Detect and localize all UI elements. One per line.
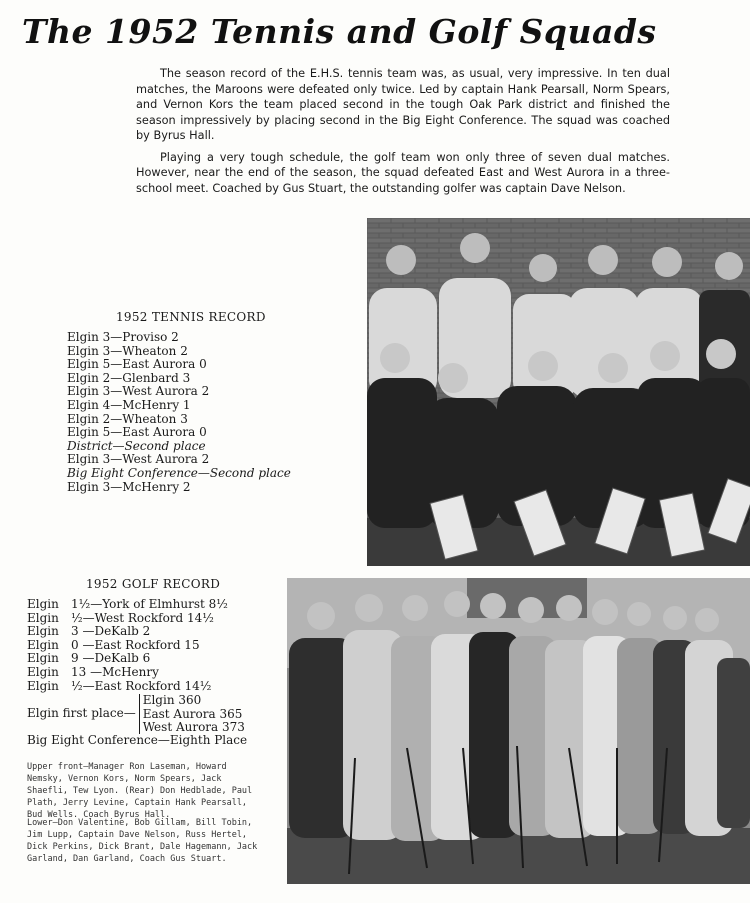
tennis-photo-caption: Upper front—Manager Ron Laseman, Howard Nemsky, Vernon Kors, Norm Spears, Jack Shaefli, Tew Lyon. (Rear) Don Hedblade, Paul Plath, Jerry Levine, Captain Hank Pearsall, Bud Wells. Coach Byrus Hall. xyxy=(27,762,253,820)
golf-result: ½—East Rockford 14½ xyxy=(71,678,212,693)
tennis-record-item: Elgin 3—West Aurora 2 xyxy=(67,452,210,467)
tennis-record-list xyxy=(67,331,367,494)
golf-first-place-scores xyxy=(139,694,245,734)
golf-conference-result: Big Eight Conference—Eighth Place xyxy=(27,733,248,748)
tennis-team-photo xyxy=(367,218,750,566)
intro-paragraph-golf: Playing a very tough schedule, the golf team won only three of seven dual matches. However, near the end of the season, the squad defeated East and West Aurora in a three-school meet. Coached by Gus Stuart, the outstanding golfer was captain Dave Nelson. xyxy=(136,150,670,195)
golf-score: East Aurora 365 xyxy=(142,706,243,721)
golf-team: Elgin xyxy=(27,637,59,652)
golf-result: 1½—York of Elmhurst 8½ xyxy=(71,597,228,611)
tennis-record-item: Elgin 3—Wheaton 2 xyxy=(67,343,188,358)
golf-record-heading: 1952 GOLF RECORD xyxy=(86,577,221,591)
golf-team: Elgin xyxy=(27,597,59,611)
tennis-record-item: Elgin 3—West Aurora 2 xyxy=(67,384,210,399)
tennis-record-item: Big Eight Conference—Second place xyxy=(67,465,291,480)
page-title: The 1952 Tennis and Golf Squads xyxy=(22,12,657,51)
golf-record-item xyxy=(27,639,285,653)
tennis-record-heading: 1952 TENNIS RECORD xyxy=(116,310,266,324)
tennis-record-item: Elgin 3—Proviso 2 xyxy=(67,330,179,344)
tennis-record-item: Elgin 3—McHenry 2 xyxy=(67,479,191,494)
golf-team-photo xyxy=(287,578,750,884)
golf-team: Elgin xyxy=(27,624,59,639)
tennis-record-item: District—Second place xyxy=(67,438,206,453)
golf-result: ½—West Rockford 14½ xyxy=(71,610,214,625)
golf-team: Elgin xyxy=(27,610,59,625)
golf-first-place-label: Elgin first place— xyxy=(27,706,136,721)
tennis-record-item: Elgin 2—Wheaton 3 xyxy=(67,411,188,426)
golf-result: 3 —DeKalb 2 xyxy=(71,624,151,639)
golf-score: Elgin 360 xyxy=(142,693,202,708)
golf-score: West Aurora 373 xyxy=(142,719,245,734)
golf-team: Elgin xyxy=(27,664,59,679)
golf-result: 13 —McHenry xyxy=(71,664,159,679)
golf-record-item xyxy=(27,652,285,666)
golf-record-item xyxy=(27,598,285,612)
golf-record-item xyxy=(27,612,285,626)
tennis-record-item: Elgin 5—East Aurora 0 xyxy=(67,425,207,440)
tennis-record-item: Elgin 5—East Aurora 0 xyxy=(67,357,207,372)
intro-paragraph-tennis: The season record of the E.H.S. tennis team was, as usual, very impressive. In ten dual matches, the Maroons were defeated only twice. Led by captain Hank Pearsall, Norm Spears, and Vernon Kors the team placed second in the tough Oak Park district and finished the season impressively by placing second in the Big Eight Conference. The squad was coached by Byrus Hall. xyxy=(136,67,670,142)
golf-first-place xyxy=(27,694,285,734)
golf-result: 0 —East Rockford 15 xyxy=(71,637,200,652)
tennis-record-item: Elgin 4—McHenry 1 xyxy=(67,397,191,412)
golf-photo-caption: Lower—Don Valentine, Bob Gillam, Bill Tobin, Jim Lupp, Captain Dave Nelson, Russ Hertel, Dick Perkins, Dick Brant, Dale Hagemann, Jack Garland, Dan Garland, Coach Gus Stuart. xyxy=(27,818,258,864)
golf-record-item xyxy=(27,625,285,639)
tennis-record-item: Elgin 2—Glenbard 3 xyxy=(67,370,191,385)
intro-text xyxy=(136,66,670,202)
golf-team: Elgin xyxy=(27,678,59,693)
golf-team: Elgin xyxy=(27,651,59,666)
golf-record-list xyxy=(27,598,285,748)
golf-result: 9 —DeKalb 6 xyxy=(71,651,151,666)
golf-record-item xyxy=(27,666,285,680)
golf-record-item xyxy=(27,680,285,694)
